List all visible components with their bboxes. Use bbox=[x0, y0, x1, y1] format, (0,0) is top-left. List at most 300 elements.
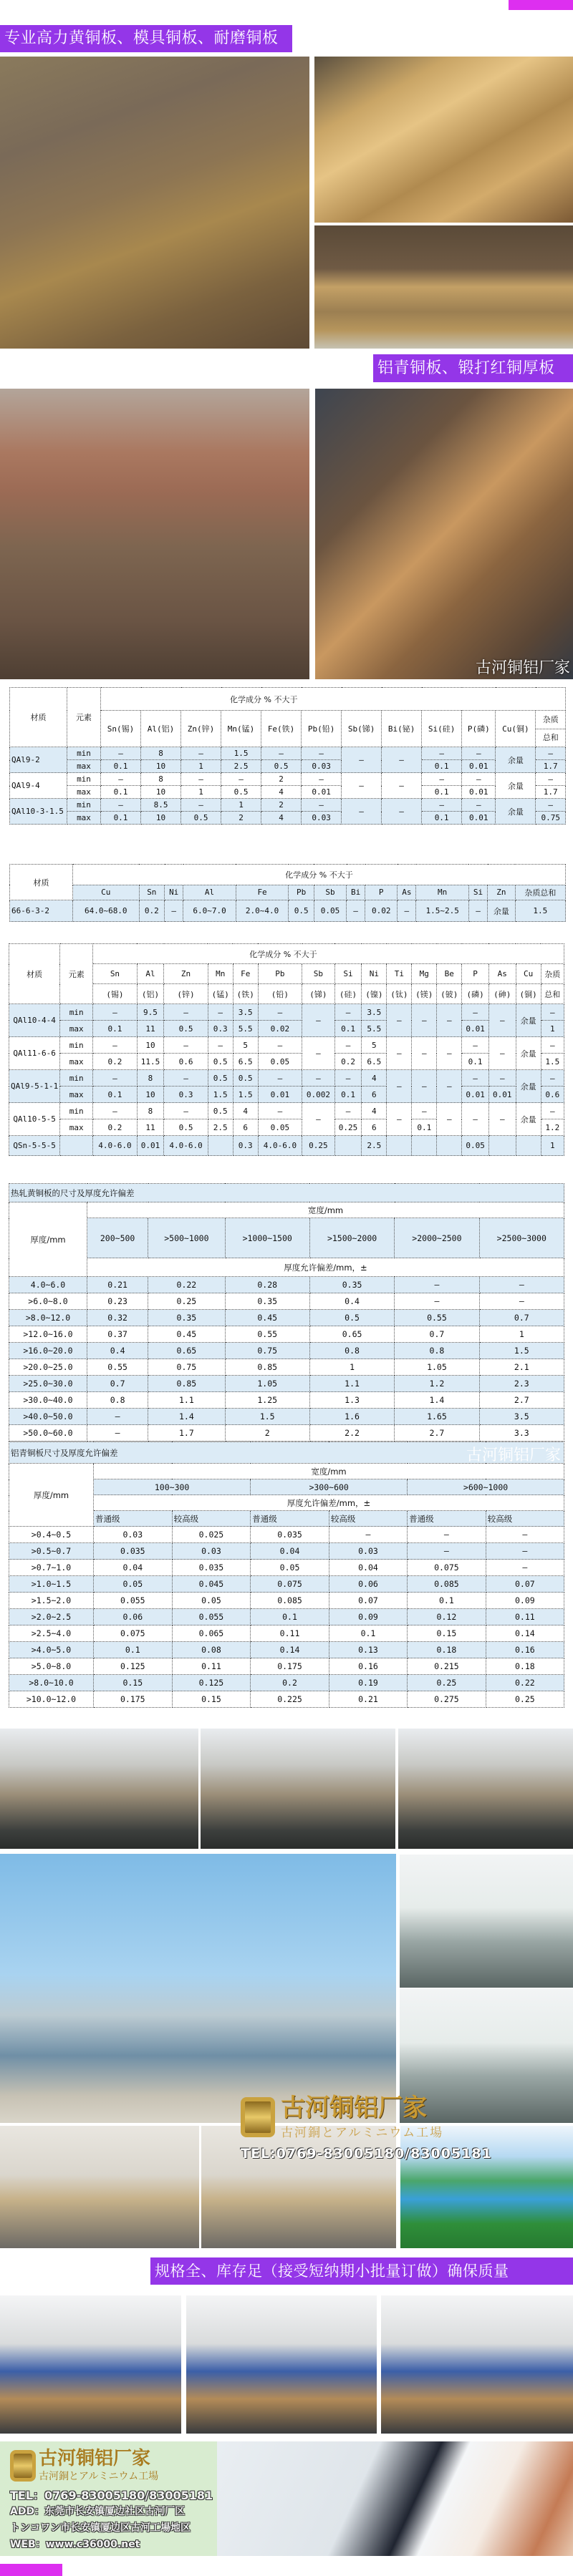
row-thickness: >1.5~2.0 bbox=[9, 1593, 94, 1609]
cell bbox=[334, 1136, 362, 1156]
width-col: >300~600 bbox=[251, 1479, 408, 1495]
cell: — bbox=[164, 1004, 208, 1021]
cell: 0.1 bbox=[101, 760, 141, 773]
header-element: 元素 bbox=[67, 688, 101, 747]
cell: 0.085 bbox=[251, 1593, 329, 1609]
cell: 0.2 bbox=[139, 900, 165, 922]
header-symbol: Ti bbox=[387, 964, 412, 984]
cell: 0.1 bbox=[101, 812, 141, 825]
min-label: min bbox=[60, 1103, 93, 1119]
row-thickness: >10.0~12.0 bbox=[9, 1691, 94, 1708]
max-label: max bbox=[60, 1119, 93, 1136]
header-chinese: (铜) bbox=[516, 984, 541, 1004]
cell: — bbox=[387, 1037, 412, 1070]
header-symbol: Al bbox=[137, 964, 164, 984]
cell: 2.0~4.0 bbox=[236, 900, 289, 922]
photo-brass-bars-stack bbox=[314, 225, 573, 349]
cell: 0.1 bbox=[93, 1021, 137, 1037]
table-row bbox=[9, 1593, 564, 1609]
header-chinese: (锌) bbox=[164, 984, 208, 1004]
cell: 0.18 bbox=[486, 1658, 564, 1675]
header-composition-group: 化学成分 % 不大于 bbox=[93, 944, 564, 964]
cell: 0.035 bbox=[172, 1560, 251, 1576]
watermark-text: 古河铜铝厂家 bbox=[475, 659, 570, 677]
table-row bbox=[9, 1576, 564, 1593]
banner-inventory: 规格全、库存足（接受短纳期小批量订做）确保质量 bbox=[150, 2257, 573, 2285]
width-col: >1000~1500 bbox=[225, 1218, 309, 1258]
photo-customer-service bbox=[217, 2441, 573, 2556]
cell: 余量 bbox=[516, 1070, 541, 1103]
cell: 0.1 bbox=[422, 760, 462, 773]
table-row bbox=[9, 1343, 564, 1359]
cell: — bbox=[329, 1527, 407, 1543]
cell: 5.5 bbox=[362, 1021, 387, 1037]
table-row bbox=[9, 1675, 564, 1691]
cell: — bbox=[422, 773, 462, 786]
max-label: max bbox=[60, 1021, 93, 1037]
cell: 0.14 bbox=[251, 1642, 329, 1658]
cell: — bbox=[468, 900, 487, 922]
cell: 0.65 bbox=[309, 1326, 394, 1343]
cell: — bbox=[87, 1409, 148, 1425]
cell: 1 bbox=[541, 1021, 564, 1037]
cell: 0.75 bbox=[536, 812, 566, 825]
cell: — bbox=[412, 1103, 437, 1119]
header-tolerance: 厚度允许偏差/mm，± bbox=[94, 1495, 564, 1511]
row-thickness: >12.0~16.0 bbox=[9, 1326, 87, 1343]
cell: — bbox=[258, 1004, 302, 1021]
cell: 0.01 bbox=[137, 1136, 164, 1156]
table-row bbox=[9, 1293, 564, 1310]
header-thickness: 厚度/mm bbox=[9, 1202, 87, 1277]
cell: — bbox=[479, 1293, 564, 1310]
cell: 余量 bbox=[516, 1004, 541, 1037]
cell: 1.7 bbox=[536, 760, 566, 773]
cell: 5 bbox=[233, 1037, 258, 1054]
cell: 0.1 bbox=[408, 1593, 486, 1609]
cell: — bbox=[334, 1037, 362, 1054]
cell: 8 bbox=[137, 1103, 164, 1119]
cell: 0.8 bbox=[309, 1343, 394, 1359]
cell: 0.002 bbox=[302, 1087, 335, 1103]
cell: 0.15 bbox=[94, 1675, 173, 1691]
cell: 0.05 bbox=[251, 1560, 329, 1576]
grade-col: 较高级 bbox=[329, 1511, 407, 1527]
cell: 0.19 bbox=[329, 1675, 407, 1691]
cell: 1 bbox=[541, 1136, 564, 1156]
cell: 0.85 bbox=[148, 1376, 225, 1392]
contact-panel bbox=[0, 2441, 217, 2556]
cell: — bbox=[302, 1037, 335, 1070]
table-row bbox=[9, 1691, 564, 1708]
cell: 1.1 bbox=[309, 1376, 394, 1392]
table-hot-rolled-brass-tolerance bbox=[9, 1183, 564, 1442]
photo-forged-copper-bars bbox=[315, 389, 573, 679]
cell: — bbox=[87, 1425, 148, 1442]
cell: — bbox=[93, 1070, 137, 1087]
cell: 0.04 bbox=[94, 1560, 173, 1576]
cell: 0.175 bbox=[94, 1691, 173, 1708]
cell: 0.01 bbox=[462, 1087, 489, 1103]
cell: 0.25 bbox=[408, 1675, 486, 1691]
row-thickness: >50.0~60.0 bbox=[9, 1425, 87, 1442]
cell: 0.02 bbox=[258, 1021, 302, 1037]
header-symbol: Si bbox=[334, 964, 362, 984]
grade-col: 较高级 bbox=[486, 1511, 564, 1527]
cell: 4 bbox=[261, 812, 302, 825]
cell: 0.125 bbox=[94, 1658, 173, 1675]
cell: 0.1 bbox=[422, 786, 462, 799]
cell: — bbox=[258, 1037, 302, 1054]
cell: 0.03 bbox=[172, 1543, 251, 1560]
row-thickness: >30.0~40.0 bbox=[9, 1392, 87, 1409]
cell: — bbox=[536, 799, 566, 812]
cell: 2.7 bbox=[479, 1392, 564, 1409]
cell: 1.5~2.5 bbox=[416, 900, 469, 922]
cell: 0.1 bbox=[334, 1087, 362, 1103]
cell: — bbox=[422, 747, 462, 760]
cell: 1.1 bbox=[148, 1392, 225, 1409]
table-row bbox=[9, 1310, 564, 1326]
cell: 0.2 bbox=[251, 1675, 329, 1691]
cell: — bbox=[437, 1004, 462, 1037]
cell: 0.01 bbox=[302, 786, 342, 799]
cell: 0.11 bbox=[486, 1609, 564, 1625]
header-symbol: Be bbox=[437, 964, 462, 984]
header-chinese: 总和 bbox=[541, 984, 564, 1004]
cell: — bbox=[437, 1070, 462, 1103]
cell: 0.3 bbox=[164, 1087, 208, 1103]
cell: 64.0~68.0 bbox=[73, 900, 140, 922]
logo-phone: TEL:0769-83005180/83005181 bbox=[241, 2146, 492, 2162]
photo-warehouse-crane bbox=[398, 1729, 573, 1849]
header-chinese: (锑) bbox=[302, 984, 335, 1004]
header-cell: Sb bbox=[314, 885, 346, 900]
cell: 0.55 bbox=[395, 1310, 479, 1326]
cell: — bbox=[334, 1103, 362, 1119]
cell: 0.22 bbox=[148, 1277, 225, 1293]
cell: 2.5 bbox=[362, 1136, 387, 1156]
cell: — bbox=[412, 1004, 437, 1037]
header-cell: Cu bbox=[73, 885, 140, 900]
cell: — bbox=[382, 747, 422, 773]
row-thickness: >16.0~20.0 bbox=[9, 1343, 87, 1359]
grade-col: 普通级 bbox=[251, 1511, 329, 1527]
cell: 0.05 bbox=[462, 1136, 489, 1156]
cell: — bbox=[382, 799, 422, 825]
header-chinese: (铅) bbox=[258, 984, 302, 1004]
cell: — bbox=[165, 900, 183, 922]
width-col: >500~1000 bbox=[148, 1218, 225, 1258]
table-row bbox=[9, 1543, 564, 1560]
table-row bbox=[9, 1642, 564, 1658]
cell: — bbox=[342, 773, 382, 799]
cell: 余量 bbox=[488, 900, 516, 922]
cell: — bbox=[462, 773, 496, 786]
cell: — bbox=[408, 1527, 486, 1543]
cell: 0.45 bbox=[148, 1326, 225, 1343]
cell: 0.12 bbox=[408, 1609, 486, 1625]
cell: — bbox=[302, 1103, 335, 1136]
header-chinese: (磷) bbox=[462, 984, 489, 1004]
cell: 3.5 bbox=[233, 1004, 258, 1021]
cell: 0.01 bbox=[462, 786, 496, 799]
header-symbol: 杂质 bbox=[541, 964, 564, 984]
row-material: QAl10-5-5 bbox=[9, 1103, 60, 1136]
table-row bbox=[9, 1658, 564, 1675]
cell: 0.09 bbox=[486, 1593, 564, 1609]
cell: 0.035 bbox=[94, 1543, 173, 1560]
cell-empty bbox=[60, 1136, 93, 1156]
cell: 0.35 bbox=[309, 1277, 394, 1293]
cell: 4 bbox=[261, 786, 302, 799]
logo-icon bbox=[241, 2097, 275, 2137]
table-row bbox=[9, 1392, 564, 1409]
cell bbox=[412, 1136, 437, 1156]
cell: 1.5 bbox=[233, 1087, 258, 1103]
cell: — bbox=[208, 1004, 233, 1021]
cell: 0.065 bbox=[172, 1625, 251, 1642]
grade-col: 普通级 bbox=[94, 1511, 173, 1527]
header-chinese: (镍) bbox=[362, 984, 387, 1004]
cell: 0.8 bbox=[87, 1392, 148, 1409]
min-label: min bbox=[60, 1037, 93, 1054]
cell: 0.03 bbox=[329, 1543, 407, 1560]
cell: 余量 bbox=[496, 773, 536, 799]
contact-web[interactable]: WEB：www.c36000.net bbox=[10, 2539, 140, 2550]
cell: — bbox=[541, 1103, 564, 1119]
cell: 0.1 bbox=[93, 1087, 137, 1103]
cell: — bbox=[398, 900, 416, 922]
cell: 0.14 bbox=[486, 1625, 564, 1642]
cell: 0.215 bbox=[408, 1658, 486, 1675]
cell: 0.21 bbox=[87, 1277, 148, 1293]
cell: — bbox=[302, 747, 342, 760]
cell: 0.175 bbox=[251, 1658, 329, 1675]
cell: 0.1 bbox=[329, 1625, 407, 1642]
cell: 0.075 bbox=[251, 1576, 329, 1593]
header-chinese: (铁) bbox=[233, 984, 258, 1004]
row-thickness: >1.0~1.5 bbox=[9, 1576, 94, 1593]
cell: 11 bbox=[137, 1119, 164, 1136]
header-cell: P bbox=[365, 885, 398, 900]
cell: 1.5 bbox=[208, 1087, 233, 1103]
cell: 10 bbox=[141, 760, 181, 773]
cell: 10 bbox=[141, 812, 181, 825]
cell: 0.06 bbox=[329, 1576, 407, 1593]
cell: 5 bbox=[362, 1037, 387, 1054]
cell: 0.085 bbox=[408, 1576, 486, 1593]
table-aluminum-bronze-composition-2 bbox=[9, 943, 564, 1156]
header-width: 宽度/mm bbox=[87, 1202, 564, 1218]
logo-subtitle: 古河銅とアルミニウム工場 bbox=[281, 2126, 444, 2140]
cell: 0.06 bbox=[94, 1609, 173, 1625]
cell: 0.5 bbox=[221, 786, 261, 799]
cell: 0.11 bbox=[172, 1658, 251, 1675]
cell: 0.21 bbox=[329, 1691, 407, 1708]
cell: 0.25 bbox=[148, 1293, 225, 1310]
cell: 1.25 bbox=[225, 1392, 309, 1409]
cell: 余量 bbox=[516, 1037, 541, 1070]
cell: — bbox=[387, 1103, 412, 1136]
cell: 4 bbox=[233, 1103, 258, 1119]
photo-office-1 bbox=[400, 1855, 573, 1988]
cell: 0.05 bbox=[172, 1593, 251, 1609]
table-row bbox=[9, 1425, 564, 1442]
watermark-text: 古河铜铝厂家 bbox=[466, 1447, 561, 1464]
header-symbol: Mg bbox=[412, 964, 437, 984]
cell: 0.13 bbox=[329, 1642, 407, 1658]
cell: 1 bbox=[181, 786, 221, 799]
cell: 3.5 bbox=[479, 1409, 564, 1425]
min-label: min bbox=[60, 1004, 93, 1021]
cell: 0.5 bbox=[208, 1054, 233, 1070]
width-col: >1500~2000 bbox=[309, 1218, 394, 1258]
cell: 0.01 bbox=[462, 1021, 489, 1037]
cell: 0.5 bbox=[208, 1103, 233, 1119]
cell: 0.03 bbox=[94, 1527, 173, 1543]
cell: 1 bbox=[309, 1359, 394, 1376]
cell bbox=[437, 1136, 462, 1156]
cell: — bbox=[412, 1070, 437, 1103]
cell: — bbox=[164, 1037, 208, 1054]
cell: 0.275 bbox=[408, 1691, 486, 1708]
cell: 0.02 bbox=[365, 900, 398, 922]
cell: — bbox=[488, 1103, 516, 1136]
cell: 2.1 bbox=[479, 1359, 564, 1376]
cell: 0.1 bbox=[251, 1609, 329, 1625]
cell: 4 bbox=[362, 1103, 387, 1119]
photo-workshop-1 bbox=[0, 2295, 181, 2434]
cell: — bbox=[302, 773, 342, 786]
cell: 0.18 bbox=[408, 1642, 486, 1658]
row-thickness: >0.5~0.7 bbox=[9, 1543, 94, 1560]
cell: 4.0-6.0 bbox=[164, 1136, 208, 1156]
cell: — bbox=[462, 799, 496, 812]
cell: — bbox=[164, 1103, 208, 1119]
cell: 0.75 bbox=[148, 1359, 225, 1376]
cell: 0.1 bbox=[422, 812, 462, 825]
header-chinese: (钛) bbox=[387, 984, 412, 1004]
cell: 0.7 bbox=[395, 1326, 479, 1343]
header-symbol: Sn bbox=[93, 964, 137, 984]
banner-aluminum-bronze: 铝青铜板、锻打红铜厚板 bbox=[373, 355, 573, 382]
cell: 1.6 bbox=[309, 1409, 394, 1425]
cell: — bbox=[342, 747, 382, 773]
max-label: max bbox=[60, 1054, 93, 1070]
cell: 11.5 bbox=[137, 1054, 164, 1070]
cell: — bbox=[536, 747, 566, 760]
header-symbol: Zn bbox=[164, 964, 208, 984]
cell: 0.85 bbox=[225, 1359, 309, 1376]
cell: 0.5 bbox=[309, 1310, 394, 1326]
cell: — bbox=[462, 1070, 489, 1087]
cell: 2.7 bbox=[395, 1425, 479, 1442]
header-al: Al(铝) bbox=[141, 711, 181, 747]
cell: — bbox=[181, 799, 221, 812]
row-thickness: >25.0~30.0 bbox=[9, 1376, 87, 1392]
cell: — bbox=[541, 1037, 564, 1054]
table-row bbox=[9, 1376, 564, 1392]
cell: 2 bbox=[221, 812, 261, 825]
cell: 9.5 bbox=[137, 1004, 164, 1021]
cell: 0.03 bbox=[302, 760, 342, 773]
cell: — bbox=[488, 1004, 516, 1037]
cell: 0.08 bbox=[172, 1642, 251, 1658]
cell: 0.55 bbox=[87, 1359, 148, 1376]
cell: 11 bbox=[137, 1021, 164, 1037]
banner-brass-plates: 专业高力黄铜板、模具铜板、耐磨铜板 bbox=[0, 25, 292, 52]
cell: — bbox=[488, 1037, 516, 1070]
cell: 0.5 bbox=[233, 1070, 258, 1087]
header-symbol: Ni bbox=[362, 964, 387, 984]
photo-company-building bbox=[0, 1854, 396, 2123]
photo-coil-storage-1 bbox=[0, 2126, 199, 2248]
row-thickness: >20.0~25.0 bbox=[9, 1359, 87, 1376]
header-material: 材质 bbox=[9, 944, 60, 1004]
header-cell: Fe bbox=[236, 885, 289, 900]
header-sb: Sb(锑) bbox=[342, 711, 382, 747]
cell: 1.7 bbox=[536, 786, 566, 799]
cell: — bbox=[258, 1070, 302, 1087]
cell: 2.2 bbox=[309, 1425, 394, 1442]
cell: 0.05 bbox=[94, 1576, 173, 1593]
cell: 0.16 bbox=[486, 1642, 564, 1658]
header-cu: Cu(铜) bbox=[496, 711, 536, 747]
cell: 2 bbox=[261, 799, 302, 812]
cell bbox=[208, 1136, 233, 1156]
table-row bbox=[9, 1625, 564, 1642]
cell: 0.5 bbox=[164, 1021, 208, 1037]
cell: — bbox=[541, 1004, 564, 1021]
cell: 2.5 bbox=[221, 760, 261, 773]
header-fe: Fe(铁) bbox=[261, 711, 302, 747]
header-bi: Bi(铋) bbox=[382, 711, 422, 747]
cell: 3.5 bbox=[362, 1004, 387, 1021]
cell: — bbox=[302, 1070, 335, 1087]
cell: — bbox=[462, 1004, 489, 1021]
table-title bbox=[9, 1442, 564, 1464]
accent-bar-bottom bbox=[0, 2564, 62, 2576]
cell: 2.5 bbox=[208, 1119, 233, 1136]
cell: — bbox=[422, 799, 462, 812]
cell: 1.5 bbox=[221, 747, 261, 760]
cell: 1.65 bbox=[395, 1409, 479, 1425]
cell: 10 bbox=[137, 1037, 164, 1054]
row-thickness: >2.0~2.5 bbox=[9, 1609, 94, 1625]
cell bbox=[516, 1136, 541, 1156]
header-material: 材质 bbox=[10, 688, 67, 747]
row-thickness: >5.0~8.0 bbox=[9, 1658, 94, 1675]
cell: 0.01 bbox=[462, 760, 496, 773]
cell: 4.0-6.0 bbox=[258, 1136, 302, 1156]
accent-bar-top bbox=[509, 0, 573, 10]
row-material: QAl10-4-4 bbox=[9, 1004, 60, 1037]
cell: 0.025 bbox=[172, 1527, 251, 1543]
cell: 1.4 bbox=[148, 1409, 225, 1425]
cell: 6 bbox=[362, 1119, 387, 1136]
header-thickness: 厚度/mm bbox=[9, 1464, 94, 1527]
cell: — bbox=[486, 1560, 564, 1576]
photo-workshop-2 bbox=[186, 2295, 377, 2434]
header-composition-group: 化学成分 % 不大于 bbox=[73, 865, 566, 885]
cell: 0.5 bbox=[181, 812, 221, 825]
cell: 0.035 bbox=[251, 1527, 329, 1543]
cell: 10 bbox=[137, 1087, 164, 1103]
row-thickness: >40.0~50.0 bbox=[9, 1409, 87, 1425]
cell: 0.5 bbox=[289, 900, 314, 922]
cell: — bbox=[334, 1070, 362, 1087]
